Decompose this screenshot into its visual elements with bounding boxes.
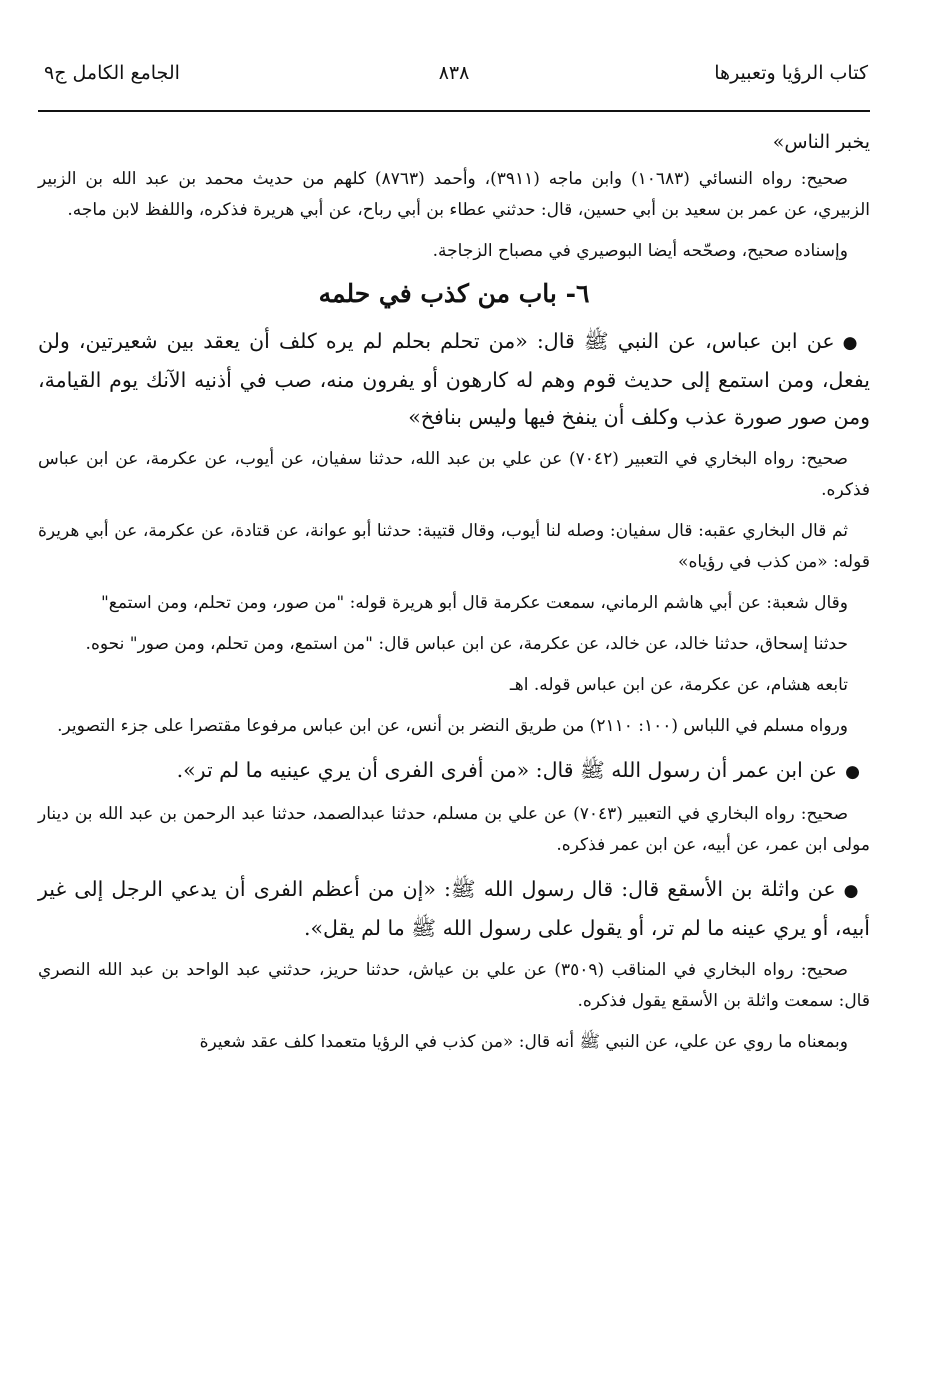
running-head-book-title: كتاب الرؤيا وتعبيرها (714, 62, 868, 84)
source-note: وبمعناه ما روي عن علي، عن النبي ﷺ أنه قال: «من كذب في الرؤيا متعمدا كلف عقد شعيرة (199, 1032, 848, 1052)
hadith-body: عن واثلة بن الأسقع قال: قال رسول الله ﷺ: «إن من أعظم الفرى أن يدعي الرجل إلى غير أبيه، أو يري عينه ما لم تر، أو يقول على رسول الله ﷺ ما لم يقل». (38, 877, 870, 940)
page-body (38, 126, 870, 1058)
page-header (38, 58, 870, 104)
source-note: صحيح: رواه النسائي (١٠٦٨٣) وابن ماجه (٣٩١١)، وأحمد (٨٧٦٣) كلهم من حديث محمد بن عبد الله بن الزبير الزبيري، عن عمر بن سعيد بن أبي حسين، قال: حدثني عطاء بن أبي رباح، عن أبي هريرة فذكره، واللفظ لابن ماجه. (38, 169, 870, 220)
source-note: ورواه مسلم في اللباس (١٠٠: ٢١١٠) من طريق النضر بن أنس، عن ابن عباس مرفوعا مقتصرا على جزء التصوير. (57, 716, 848, 736)
source-note: وإسناده صحيح، وصحّحه أيضا البوصيري في مصباح الزجاجة. (432, 241, 848, 261)
section-title: ٦- باب من كذب في حلمه (318, 279, 590, 308)
source-note: ثم قال البخاري عقبه: قال سفيان: وصله لنا أيوب، وقال قتيبة: حدثنا أبو عوانة، عن قتادة، عن عكرمة، عن أبي هريرة قوله: «من كذب في رؤياه» (38, 521, 870, 572)
hadith-body: عن ابن عباس، عن النبي ﷺ قال: «من تحلم بحلم لم يره كلف أن يعقد بين شعيرتين، ولن يفعل، ومن استمع إلى حديث قوم وهم له كارهون أو يفرون منه، صب في أذنيه الآنك يوم القيامة، ومن صور صورة عذب وكلف أن ينفخ فيها وليس بنافخ» (38, 329, 870, 429)
source-note: صحيح: رواه البخاري في التعبير (٧٠٤٣) عن علي بن مسلم، حدثنا عبدالصمد، حدثنا عبد الرحمن بن عبد الله بن دينار مولى ابن عمر، عن أبيه، عن ابن عمر فذكره. (38, 804, 870, 855)
bullet-icon: ● (845, 762, 860, 782)
hadith-body: عن ابن عمر أن رسول الله ﷺ قال: «من أفرى الفرى أن يري عينيه ما لم تر». (176, 758, 838, 782)
running-head-series-title: الجامع الكامل ج٩ (44, 62, 180, 84)
hadith-text (38, 752, 870, 791)
header-rule (38, 110, 870, 112)
bullet-icon: ● (843, 881, 860, 901)
source-note: صحيح: رواه البخاري في التعبير (٧٠٤٢) عن علي بن عبد الله، حدثنا سفيان، عن أيوب، عن عكرمة، عن ابن عباس فذكره. (38, 449, 870, 500)
source-note: صحيح: رواه البخاري في المناقب (٣٥٠٩) عن علي بن عياش، حدثنا حريز، حدثني عبد الواحد بن عبد الله النصري قال: سمعت واثلة بن الأسقع يقول فذكره. (38, 960, 870, 1011)
source-note: تابعه هشام، عن عكرمة، عن ابن عباس قوله. اهـ (509, 675, 848, 695)
hadith-text (38, 871, 870, 947)
source-note: وقال شعبة: عن أبي هاشم الرماني، سمعت عكرمة قال أبو هريرة قوله: "من صور، ومن تحلم، ومن استمع" (100, 593, 848, 613)
continued-text: يخبر الناس» (772, 131, 870, 153)
bullet-icon: ● (842, 333, 860, 353)
source-note: حدثنا إسحاق، حدثنا خالد، عن خالد، عن عكرمة، عن ابن عباس قال: "من استمع، ومن تحلم، ومن صور" نحوه. (85, 634, 848, 654)
hadith-text (38, 323, 870, 436)
page-number: ٨٣٨ (438, 62, 470, 84)
